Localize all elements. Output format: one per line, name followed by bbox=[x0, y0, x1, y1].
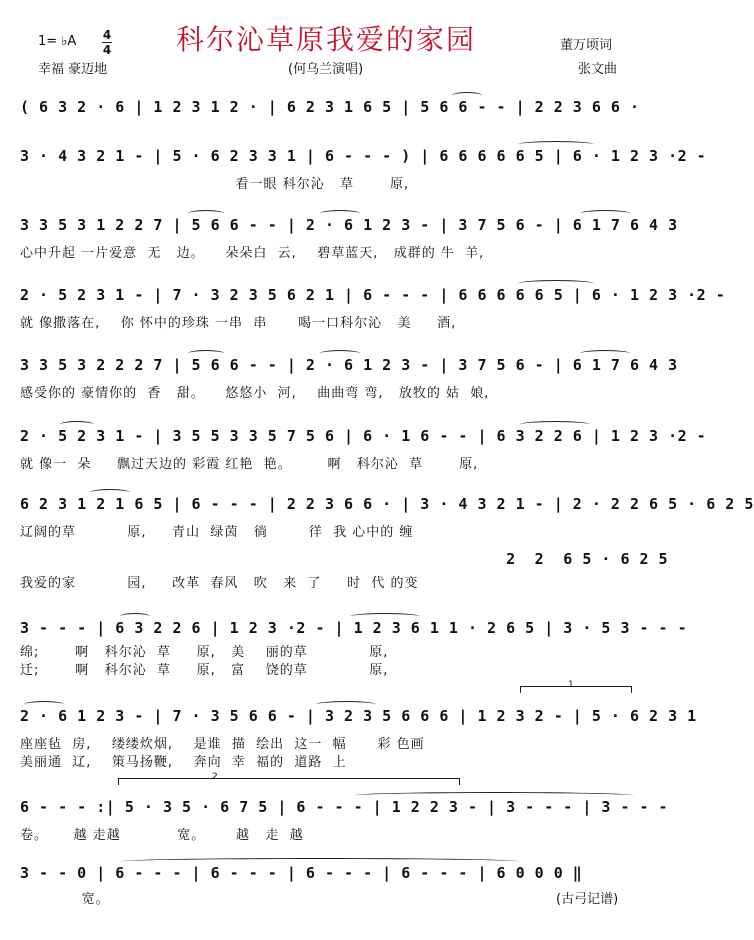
lyric-line: 宽。 bbox=[20, 892, 110, 907]
notation-line: 6 2 3 1 2 1 6 5 | 6 - - - | 2 2 3 6 6 · | 3 · 4 3 2 1 - | 2 · 2 2 6 5 · 6 2 5 bbox=[20, 495, 754, 513]
slur-mark bbox=[24, 701, 64, 708]
slur-mark bbox=[188, 210, 224, 217]
slur-mark bbox=[316, 701, 376, 708]
volta-number-2: 2 bbox=[212, 772, 218, 782]
slur-mark bbox=[320, 350, 360, 357]
lyric-line-verse-1: 座座毡 房, 缕缕炊烟, 是谁 描 绘出 这一 幅 彩 色画 bbox=[20, 737, 425, 752]
notation-line: 3 - - - | 6 3 2 2 6 | 1 2 3 ·2 - | 1 2 3 6 1 1 · 2 6 5 | 3 · 5 3 - - - bbox=[20, 619, 688, 637]
slur-mark bbox=[120, 613, 150, 620]
slur-mark bbox=[354, 792, 634, 799]
key-signature: 1= ♭A bbox=[38, 34, 77, 49]
score-system-8 bbox=[20, 548, 669, 591]
notation-line: 6 - - - :| 5 · 3 5 · 6 7 5 | 6 - - - | 1 2 2 3 - | 3 - - - | 3 - - - bbox=[20, 798, 669, 816]
lyric-line: 就 像一 朵 飘过天边的 彩霞 红艳 艳。 啊 科尔沁 草 原, bbox=[20, 457, 479, 472]
score-system-4 bbox=[20, 284, 726, 334]
lyric-line-verse-1: 绵; 啊 科尔沁 草 原, 美 丽的草 原, bbox=[20, 645, 389, 660]
volta-bracket-1 bbox=[520, 686, 632, 693]
slur-mark bbox=[350, 613, 420, 620]
score-system-2 bbox=[20, 145, 707, 195]
lyric-line-verse-2: 迁; 啊 科尔沁 草 原, 富 饶的草 原, bbox=[20, 663, 389, 678]
notation-line: 2 · 5 2 3 1 - | 3 5 5 3 3 5 7 5 6 | 6 · 1 6 - - | 6 3 2 2 6 | 1 2 3 ·2 - bbox=[20, 427, 707, 445]
score-system-5 bbox=[20, 354, 678, 404]
score-system-10 bbox=[20, 705, 697, 770]
slur-mark bbox=[520, 421, 590, 428]
score-system-3 bbox=[20, 214, 678, 264]
tempo-style-marking: 幸福 豪迈地 bbox=[38, 62, 108, 77]
lyric-line: 就 像撒落在, 你 怀中的珍珠 一串 串 喝一口科尔沁 美 酒, bbox=[20, 316, 457, 331]
slur-mark bbox=[90, 489, 130, 496]
volta-bracket-2 bbox=[118, 778, 460, 785]
time-signature bbox=[102, 29, 112, 56]
song-title: 科尔沁草原我爱的家园 bbox=[176, 23, 477, 56]
score-system-1 bbox=[20, 96, 650, 136]
lyric-line: 辽阔的草 原, 青山 绿茵 徜 徉 我 心中的 缠 bbox=[20, 525, 414, 540]
notation-line: 2 · 6 1 2 3 - | 7 · 3 5 6 6 - | 3 2 3 5 6 6 6 | 1 2 3 2 - | 5 · 6 2 3 1 bbox=[20, 707, 697, 725]
lyric-line: 卷。 越 走越 宽。 越 走 越 bbox=[20, 828, 304, 843]
slur-mark bbox=[120, 858, 520, 865]
time-signature-numerator: 4 bbox=[102, 28, 112, 42]
notation-line: 3 3 5 3 1 2 2 7 | 5 6 6 - - | 2 · 6 1 2 3 - | 3 7 5 6 - | 6 1 7 6 4 3 bbox=[20, 216, 678, 234]
notation-line: 2 · 5 2 3 1 - | 7 · 3 2 3 5 6 2 1 | 6 - - - | 6 6 6 6 6 5 | 6 · 1 2 3 ·2 - bbox=[20, 286, 726, 304]
score-system-11 bbox=[20, 796, 669, 843]
transcriber-credit: (古弓记谱) bbox=[556, 892, 619, 907]
notation-line: 3 · 4 3 2 1 - | 5 · 6 2 3 3 1 | 6 - - - ) | 6 6 6 6 6 5 | 6 · 1 2 3 ·2 - bbox=[20, 147, 707, 165]
lyric-line: 我爱的家 园, 改革 春风 吹 来 了 时 代 的变 bbox=[20, 576, 419, 591]
slur-mark bbox=[188, 350, 224, 357]
notation-line: 2 2 6 5 · 6 2 5 bbox=[20, 550, 669, 568]
lyric-line: 感受你的 豪情你的 香 甜。 悠悠小 河, 曲曲弯 弯, 放牧的 姑 娘, bbox=[20, 386, 490, 401]
lyricist-credit: 董万顷词 bbox=[560, 38, 613, 53]
slur-mark bbox=[320, 210, 360, 217]
notation-line: 3 - - 0 | 6 - - - | 6 - - - | 6 - - - | 6 - - - | 6 0 0 0 ‖ bbox=[20, 864, 583, 882]
lyric-line: 心中升起 一片爱意 无 边。 朵朵白 云, 碧草蓝天, 成群的 牛 羊, bbox=[20, 246, 485, 261]
slur-mark bbox=[580, 350, 630, 357]
notation-line: ( 6 3 2 · 6 | 1 2 3 1 2 · | 6 2 3 1 6 5 | 5 6 6 - - | 2 2 3 6 6 · bbox=[20, 98, 640, 116]
slur-mark bbox=[452, 92, 482, 99]
score-system-7 bbox=[20, 493, 754, 540]
score-system-6 bbox=[20, 425, 707, 475]
singer-credit: (何乌兰演唱) bbox=[288, 62, 364, 77]
slur-mark bbox=[518, 280, 594, 287]
volta-number-1: 1 bbox=[568, 680, 574, 690]
score-system-9 bbox=[20, 617, 688, 678]
composer-credit: 张文曲 bbox=[578, 62, 618, 77]
slur-mark bbox=[60, 421, 94, 428]
slur-mark bbox=[518, 141, 594, 148]
time-signature-denominator: 4 bbox=[102, 43, 112, 57]
slur-mark bbox=[580, 210, 630, 217]
lyric-line: 看一眼 科尔沁 草 原, bbox=[20, 177, 410, 192]
lyric-line-verse-2: 美丽通 辽, 策马扬鞭, 奔向 幸 福的 道路 上 bbox=[20, 755, 347, 770]
notation-line: 3 3 5 3 2 2 2 7 | 5 6 6 - - | 2 · 6 1 2 3 - | 3 7 5 6 - | 6 1 7 6 4 3 bbox=[20, 356, 678, 374]
